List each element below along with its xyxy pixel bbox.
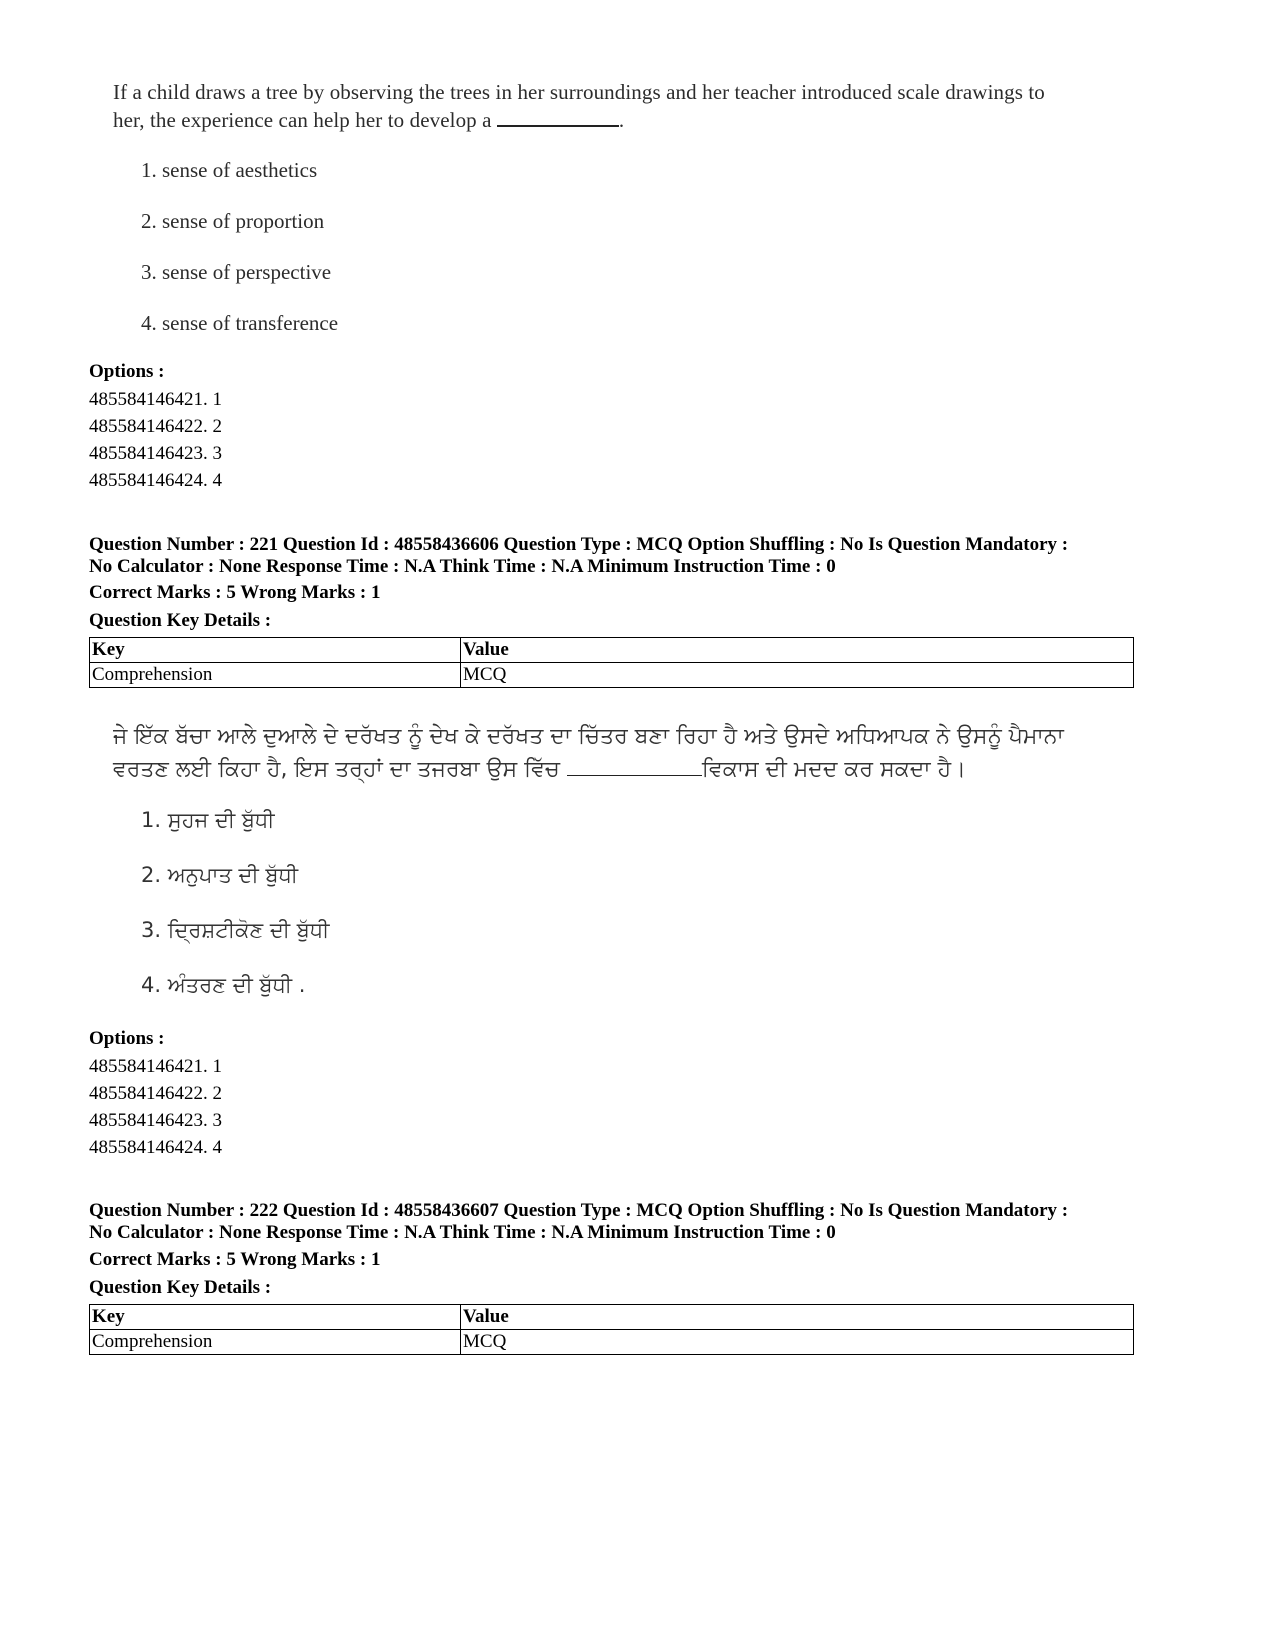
key-details-label: Question Key Details : [89,1277,272,1298]
stem-line-2: her, the experience can help her to develop a . [113,108,625,132]
answer-blank [497,125,619,127]
cell-value: MCQ [461,1330,1134,1355]
option-item: 485584146421. 1 [89,389,222,410]
stem-line-1: If a child draws a tree by observing the trees in her surroundings and her teacher introduced scale drawings to [113,80,1045,104]
header-value: Value [461,638,1134,663]
key-details-table [89,1304,1134,1355]
key-details-table [89,637,1134,688]
choice-3: 3. sense of perspective [141,260,332,284]
table-row [90,1330,1134,1355]
header-key: Key [90,638,461,663]
cell-key: Comprehension [90,1330,461,1355]
header-value: Value [461,1305,1134,1330]
question-220-image [113,78,1113,348]
choice-4: 4. ਅੰਤਰਣ ਦੀ ਬੁੱਧੀ . [141,973,306,997]
options-label: Options : [89,361,165,382]
choice-1: 1. ਸੁਹਜ ਦੀ ਬੁੱਧੀ [141,808,275,832]
question-221-meta [89,534,1149,578]
choice-2: 2. ਅਨੁਪਾਤ ਦੀ ਬੁੱਧੀ [141,863,299,887]
question-stem [113,78,1113,134]
answer-blank [567,775,702,776]
marks: Correct Marks : 5 Wrong Marks : 1 [89,582,381,603]
meta-line-2: No Calculator : None Response Time : N.A Think Time : N.A Minimum Instruction Time : 0 [89,556,836,577]
key-details-label: Question Key Details : [89,610,272,631]
table-header-row [90,638,1134,663]
stem-line-2: ਵਰਤਣ ਲਈ ਕਿਹਾ ਹੈ, ਇਸ ਤਰ੍ਹਾਂ ਦਾ ਤਜਰਬਾ ਉਸ ਵਿੱਚ ਵਿਕਾਸ ਦੀ ਮਦਦ ਕਰ ਸਕਦਾ ਹੈ। [113,757,966,782]
meta-line-2: No Calculator : None Response Time : N.A Think Time : N.A Minimum Instruction Time : 0 [89,1222,836,1243]
header-key: Key [90,1305,461,1330]
options-label: Options : [89,1028,165,1049]
choice-2: 2. sense of proportion [141,209,325,233]
cell-value: MCQ [461,663,1134,688]
choice-4: 4. sense of transference [141,311,339,335]
meta-line-1: Question Number : 222 Question Id : 48558436607 Question Type : MCQ Option Shuffling : No Is Question Mandatory : [89,1200,1069,1221]
option-item: 485584146424. 4 [89,1137,222,1158]
option-item: 485584146422. 2 [89,1083,222,1104]
option-item: 485584146423. 3 [89,1110,222,1131]
choice-3: 3. ਦ੍ਰਿਸ਼ਟੀਕੋਣ ਦੀ ਬੁੱਧੀ [141,918,330,942]
table-row [90,663,1134,688]
cell-key: Comprehension [90,663,461,688]
option-item: 485584146422. 2 [89,416,222,437]
option-item: 485584146423. 3 [89,443,222,464]
options-list [89,386,222,494]
question-221-image [113,720,1123,1010]
question-222-meta [89,1200,1149,1244]
stem-line-1: ਜੇ ਇੱਕ ਬੱਚਾ ਆਲੇ ਦੁਆਲੇ ਦੇ ਦਰੱਖਤ ਨੂੰ ਦੇਖ ਕੇ ਦਰੱਖਤ ਦਾ ਚਿੱਤਰ ਬਣਾ ਰਿਹਾ ਹੈ ਅਤੇ ਉਸਦੇ ਅਧਿਆਪਕ ਨੇ ਉਸਨੂੰ ਪੈਮਾਨਾ [113,724,1064,749]
option-item: 485584146421. 1 [89,1056,222,1077]
marks: Correct Marks : 5 Wrong Marks : 1 [89,1249,381,1270]
choice-1: 1. sense of aesthetics [141,158,318,182]
options-list [89,1053,222,1161]
table-header-row [90,1305,1134,1330]
question-stem [113,720,1123,786]
option-item: 485584146424. 4 [89,470,222,491]
meta-line-1: Question Number : 221 Question Id : 48558436606 Question Type : MCQ Option Shuffling : No Is Question Mandatory : [89,534,1069,555]
